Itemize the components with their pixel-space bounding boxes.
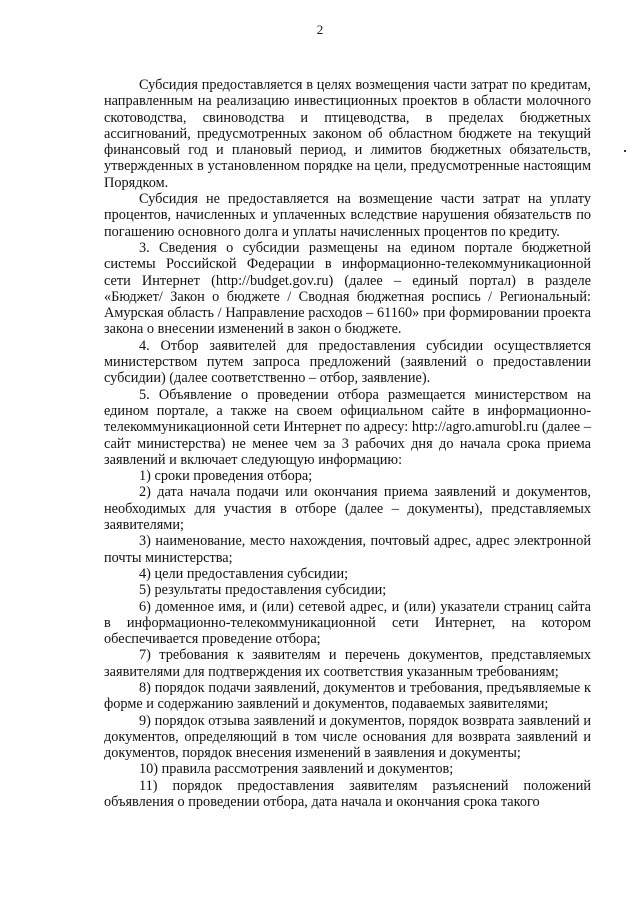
paragraph-item-4-selection: 4. Отбор заявителей для предоставления субсидии осуществляется министерством путем запроса предложений (заявлений о предоставлении субсидии) (далее соответственно – отбор, заявление). [104, 337, 591, 387]
scan-speck [624, 150, 626, 152]
list-item-11: 11) порядок предоставления заявителям разъяснений положений объявления о проведении отбора, дата начала и окончания срока такого [104, 777, 591, 811]
page-number: 2 [316, 22, 324, 37]
paragraph-item-3-portal-info: 3. Сведения о субсидии размещены на едином портале бюджетной системы Российской Федерации в информационно-телекоммуникационной сети Интернет (http://budget.gov.ru) (далее – единый портал) в разделе «Бюджет/ Закон о бюджете / Сводная бюджетная роспись / Региональный: Амурская область / Направление расходов – 61160» при формировании проекта закона о внесении изменений в закон о бюджете. [104, 239, 591, 338]
list-item-4: 4) цели предоставления субсидии; [139, 565, 349, 582]
list-item-9: 9) порядок отзыва заявлений и документов, порядок возврата заявлений и документов, определяющий в том числе основания для возврата заявлений и документов, порядок внесения изменений в заявления и документы; [104, 712, 591, 762]
paragraph-subsidy-exclusion: Субсидия не предоставляется на возмещение части затрат на уплату процентов, начисленных и уплаченных вследствие нарушения обязательств по погашению основного долга и уплаты начисленных процентов по кредиту. [104, 191, 591, 240]
list-item-5: 5) результаты предоставления субсидии; [139, 582, 387, 599]
document-body [104, 77, 591, 810]
list-item-10: 10) правила рассмотрения заявлений и документов; [139, 761, 454, 778]
list-item-1: 1) сроки проведения отбора; [139, 468, 313, 485]
list-item-7: 7) требования к заявителям и перечень документов, представляемых заявителями для подтверждения их соответствия указанным требованиям; [104, 647, 591, 680]
list-item-2: 2) дата начала подачи или окончания приема заявлений и документов, необходимых для участия в отборе (далее – документы), представляемых заявителями; [104, 484, 591, 534]
list-item-6: 6) доменное имя, и (или) сетевой адрес, и (или) указатели страниц сайта в информационно-телекоммуникационной сети Интернет, на котором обеспечивается проведение отбора; [104, 598, 591, 648]
paragraph-item-5-announcement: 5. Объявление о проведении отбора размещается министерством на едином портале, а также на своем официальном сайте в информационно-телекоммуникационной сети Интернет по адресу: http://agro.amurobl.ru (далее – сайт министерства) не менее чем за 3 рабочих дня до начала срока приема заявлений и включает следующую информацию: [104, 386, 591, 468]
list-item-8: 8) порядок подачи заявлений, документов и требования, предъявляемые к форме и содержанию заявлений и документов, подаваемых заявителями; [104, 679, 591, 713]
paragraph-subsidy-purpose: Субсидия предоставляется в целях возмещения части затрат по кредитам, направленным на реализацию инвестиционных проектов в области молочного скотоводства, свиноводства и птицеводства, в пределах бюджетных ассигнований, предусмотренных законом об областном бюджете на текущий финансовый год и плановый период, и лимитов бюджетных обязательств, утвержденных в установленном порядке на цели, предусмотренные настоящим Порядком. [104, 77, 591, 191]
list-item-3: 3) наименование, место нахождения, почтовый адрес, адрес электронной почты министерства; [104, 533, 591, 566]
